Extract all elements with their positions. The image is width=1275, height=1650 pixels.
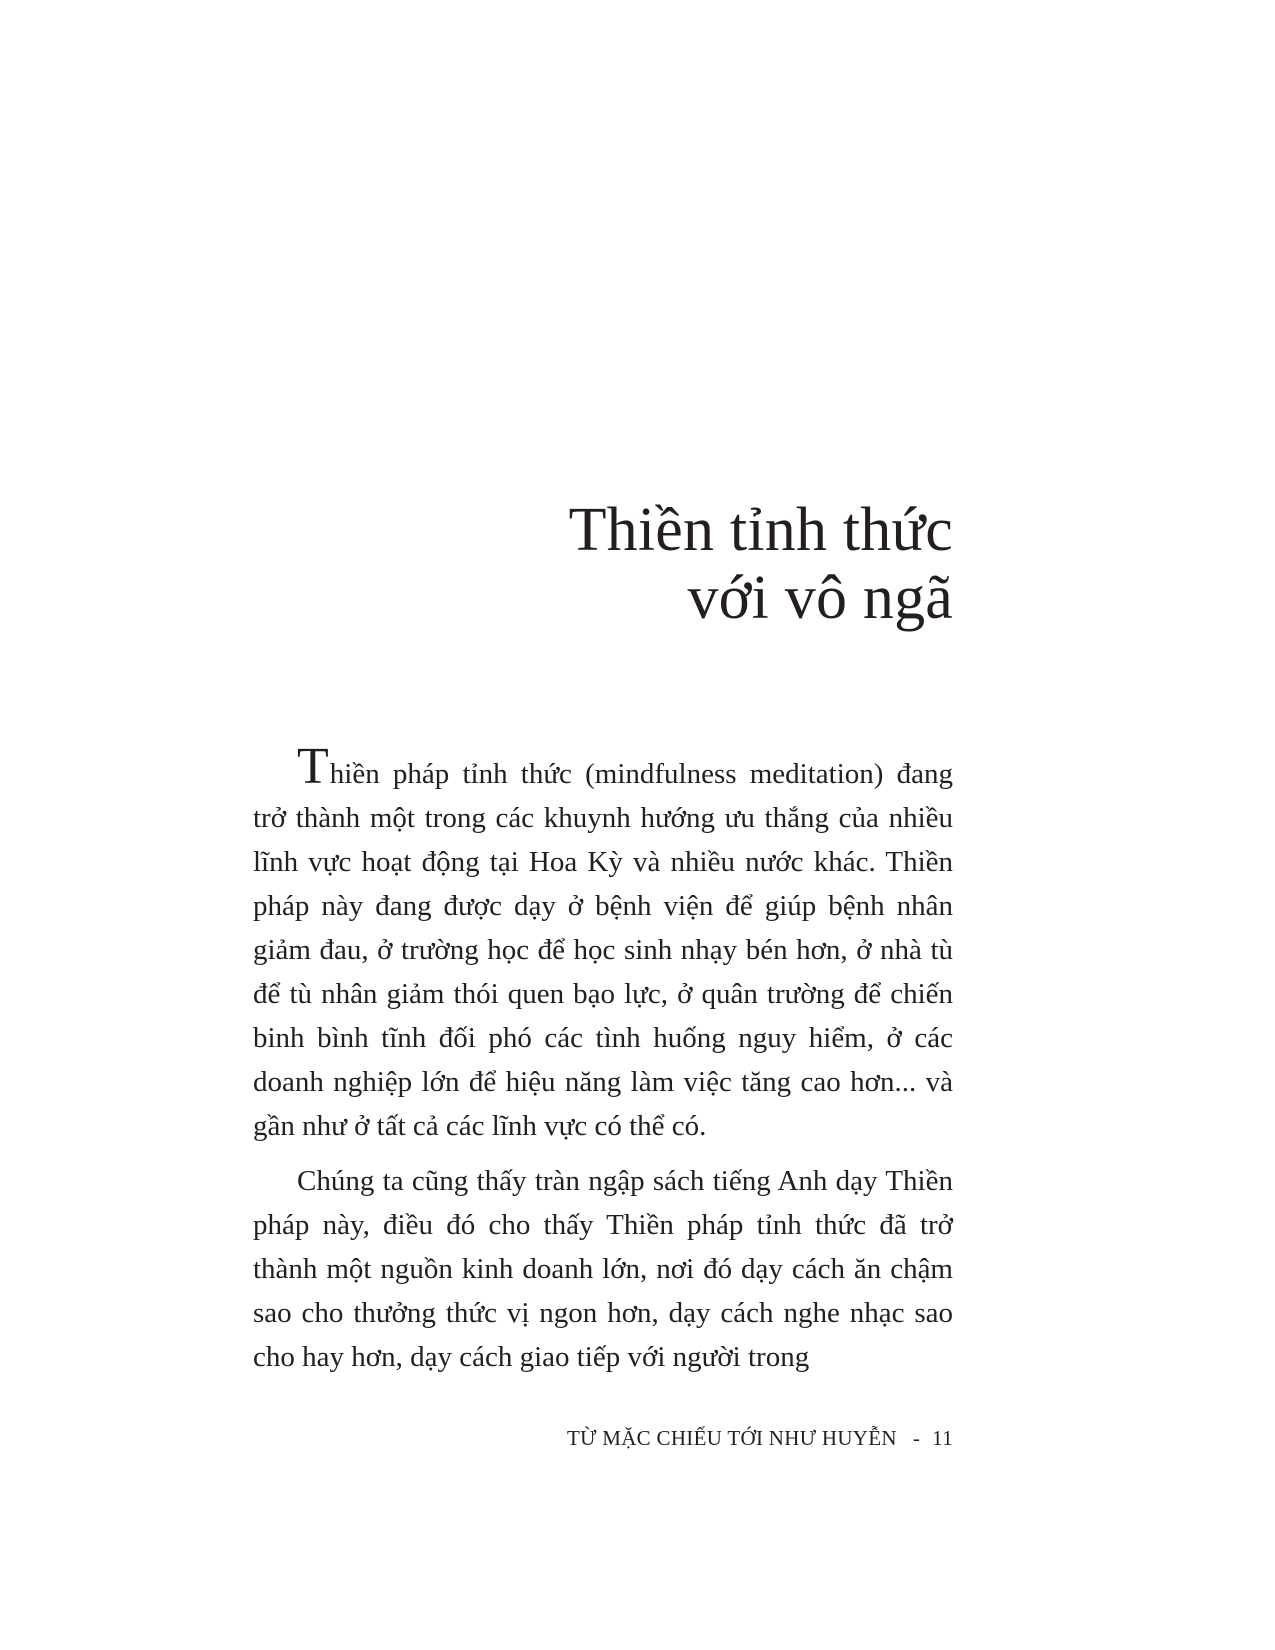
chapter-title	[253, 496, 953, 632]
footer-book-title: TỪ MẶC CHIẾU TỚI NHƯ HUYỄN	[566, 1426, 897, 1450]
chapter-body	[253, 738, 953, 1379]
footer-separator: -	[912, 1426, 921, 1450]
chapter-title-line-2: với vô ngã	[687, 564, 953, 632]
body-paragraph-1	[253, 738, 953, 1148]
page-number: 11	[932, 1426, 953, 1450]
drop-initial: T	[297, 738, 329, 795]
body-paragraph-2: Chúng ta cũng thấy tràn ngập sách tiếng Anh dạy Thiền pháp này, điều đó cho thấy Thiền pháp tỉnh thức đã trở thành một nguồn kinh doanh lớn, nơi đó dạy cách ăn chậm sao cho thưởng thức vị ngon hơn, dạy cách nghe nhạc sao cho hay hơn, dạy cách giao tiếp với người trong	[253, 1165, 953, 1373]
body-paragraph-1-text: hiền pháp tỉnh thức (mindfulness meditation) đang trở thành một trong các khuynh hướng ưu thắng của nhiều lĩnh vực hoạt động tại Hoa Kỳ và nhiều nước khác. Thiền pháp này đang được dạy ở bệnh viện để giúp bệnh nhân giảm đau, ở trường học để học sinh nhạy bén hơn, ở nhà tù để tù nhân giảm thói quen bạo lực, ở quân trường để chiến binh bình tĩnh đối phó các tình huống nguy hiểm, ở các doanh nghiệp lớn để hiệu năng làm việc tăng cao hơn... và gần như ở tất cả các lĩnh vực có thể có.	[253, 758, 953, 1142]
running-footer	[253, 1424, 953, 1452]
chapter-title-line-1: Thiền tỉnh thức	[568, 496, 953, 564]
